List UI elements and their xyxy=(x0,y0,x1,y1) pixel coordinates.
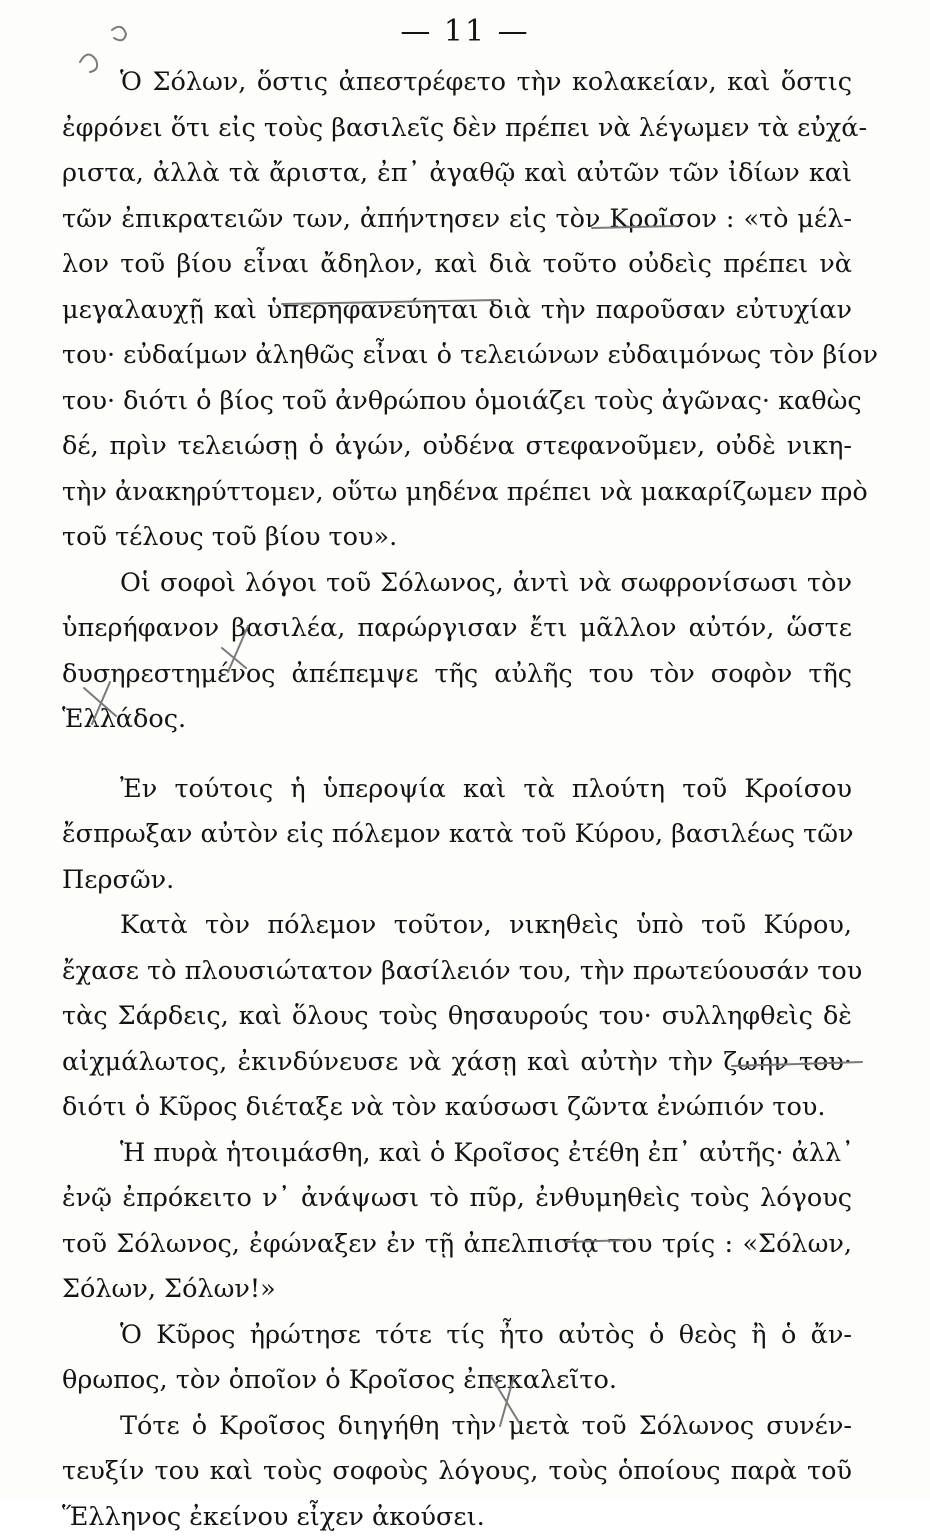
text-line: Ὁ Κῦρος ἠρώτησε τότε τίς ἦτο αὐτὸς ὁ θεὸς ἢ ὁ ἄν- xyxy=(62,1313,852,1359)
text-line: Ὁ Σόλων, ὅστις ἀπεστρέφετο τὴν κολακείαν, καὶ ὅστις xyxy=(62,60,852,106)
text-line: Σόλων, Σόλων!» xyxy=(62,1267,852,1313)
text-line: Οἱ σοφοὶ λόγοι τοῦ Σόλωνος, ἀντὶ νὰ σωφρονίσωσι τὸν xyxy=(62,561,852,607)
text-line: λον τοῦ βίου εἶναι ἄδηλον, καὶ διὰ τοῦτο οὐδεὶς πρέπει νὰ xyxy=(62,242,852,288)
text-line: διότι ὁ Κῦρος διέταξε νὰ τὸν καύσωσι ζῶντα ἐνώπιόν του. xyxy=(62,1085,852,1131)
text-line: θρωπος, τὸν ὁποῖον ὁ Κροῖσος ἐπεκαλεῖτο. xyxy=(62,1358,852,1404)
paragraph xyxy=(62,767,852,904)
paragraph xyxy=(62,561,852,743)
text-line: ριστα, ἀλλὰ τὰ ἄριστα, ἐπ᾽ ἀγαθῷ καὶ αὐτῶν τῶν ἰδίων καὶ xyxy=(62,151,852,197)
paragraph xyxy=(62,1131,852,1313)
text-line: Ἕλληνος ἐκείνου εἶχεν ἀκούσει. xyxy=(62,1495,852,1540)
text-line: Ἐν τούτοις ἡ ὑπεροψία καὶ τὰ πλούτη τοῦ Κροίσου xyxy=(62,767,852,813)
text-line: ὑπερήφανον βασιλέα, παρώργισαν ἔτι μᾶλλον αὐτόν, ὥστε xyxy=(62,606,852,652)
text-line: δέ, πρὶν τελειώσῃ ὁ ἀγών, οὐδένα στεφανοῦμεν, οὐδὲ νικη- xyxy=(62,424,852,470)
page-number: — 11 — xyxy=(0,14,930,49)
paragraph xyxy=(62,903,852,1131)
section-gap xyxy=(62,743,852,767)
text-line: αἰχμάλωτος, ἐκινδύνευσε νὰ χάσῃ καὶ αὐτὴν τὴν ζωήν του· xyxy=(62,1040,852,1086)
text-line: δυσηρεστημένος ἀπέπεμψε τῆς αὐλῆς του τὸν σοφὸν τῆς xyxy=(62,652,852,698)
text-line: ἔσπρωξαν αὐτὸν εἰς πόλεμον κατὰ τοῦ Κύρου, βασιλέως τῶν xyxy=(62,812,852,858)
text-line: τὴν ἀνακηρύττομεν, οὕτω μηδένα πρέπει νὰ μακαρίζωμεν πρὸ xyxy=(62,470,852,516)
paragraph xyxy=(62,1404,852,1540)
text-line: τευξίν του καὶ τοὺς σοφοὺς λόγους, τοὺς ὁποίους παρὰ τοῦ xyxy=(62,1449,852,1495)
text-line: τοῦ Σόλωνος, ἐφώναξεν ἐν τῇ ἀπελπισίᾳ του τρίς : «Σόλων, xyxy=(62,1222,852,1268)
text-line: τοῦ τέλους τοῦ βίου του». xyxy=(62,515,852,561)
text-line: Ἡ πυρὰ ἡτοιμάσθη, καὶ ὁ Κροῖσος ἐτέθη ἐπ᾽ αὐτῆς· ἀλλ᾽ xyxy=(62,1131,852,1177)
text-line: μεγαλαυχῇ καὶ ὑπερηφανεύηται διὰ τὴν παροῦσαν εὐτυχίαν xyxy=(62,288,852,334)
text-line: Κατὰ τὸν πόλεμον τοῦτον, νικηθεὶς ὑπὸ τοῦ Κύρου, xyxy=(62,903,852,949)
text-line: ἐφρόνει ὅτι εἰς τοὺς βασιλεῖς δὲν πρέπει νὰ λέγωμεν τὰ εὐχά- xyxy=(62,106,852,152)
paragraph xyxy=(62,60,852,561)
body-text xyxy=(62,60,852,1540)
text-line: τὰς Σάρδεις, καὶ ὅλους τοὺς θησαυρούς του· συλληφθεὶς δὲ xyxy=(62,994,852,1040)
text-line: Ἑλλάδος. xyxy=(62,697,852,743)
paragraph xyxy=(62,1313,852,1404)
text-line: Περσῶν. xyxy=(62,858,852,904)
text-line: του· διότι ὁ βίος τοῦ ἀνθρώπου ὁμοιάζει τοὺς ἀγῶνας· καθὼς xyxy=(62,379,852,425)
text-line: Τότε ὁ Κροῖσος διηγήθη τὴν μετὰ τοῦ Σόλωνος συνέν- xyxy=(62,1404,852,1450)
text-line: ἐνῷ ἐπρόκειτο ν᾽ ἀνάψωσι τὸ πῦρ, ἐνθυμηθεὶς τοὺς λόγους xyxy=(62,1176,852,1222)
text-line: του· εὐδαίμων ἀληθῶς εἶναι ὁ τελειώνων εὐδαιμόνως τὸν βίον xyxy=(62,333,852,379)
text-line: τῶν ἐπικρατειῶν των, ἀπήντησεν εἰς τὸν Κροῖσον : «τὸ μέλ- xyxy=(62,197,852,243)
text-line: ἔχασε τὸ πλουσιώτατον βασίλειόν του, τὴν πρωτεύουσάν του xyxy=(62,949,852,995)
